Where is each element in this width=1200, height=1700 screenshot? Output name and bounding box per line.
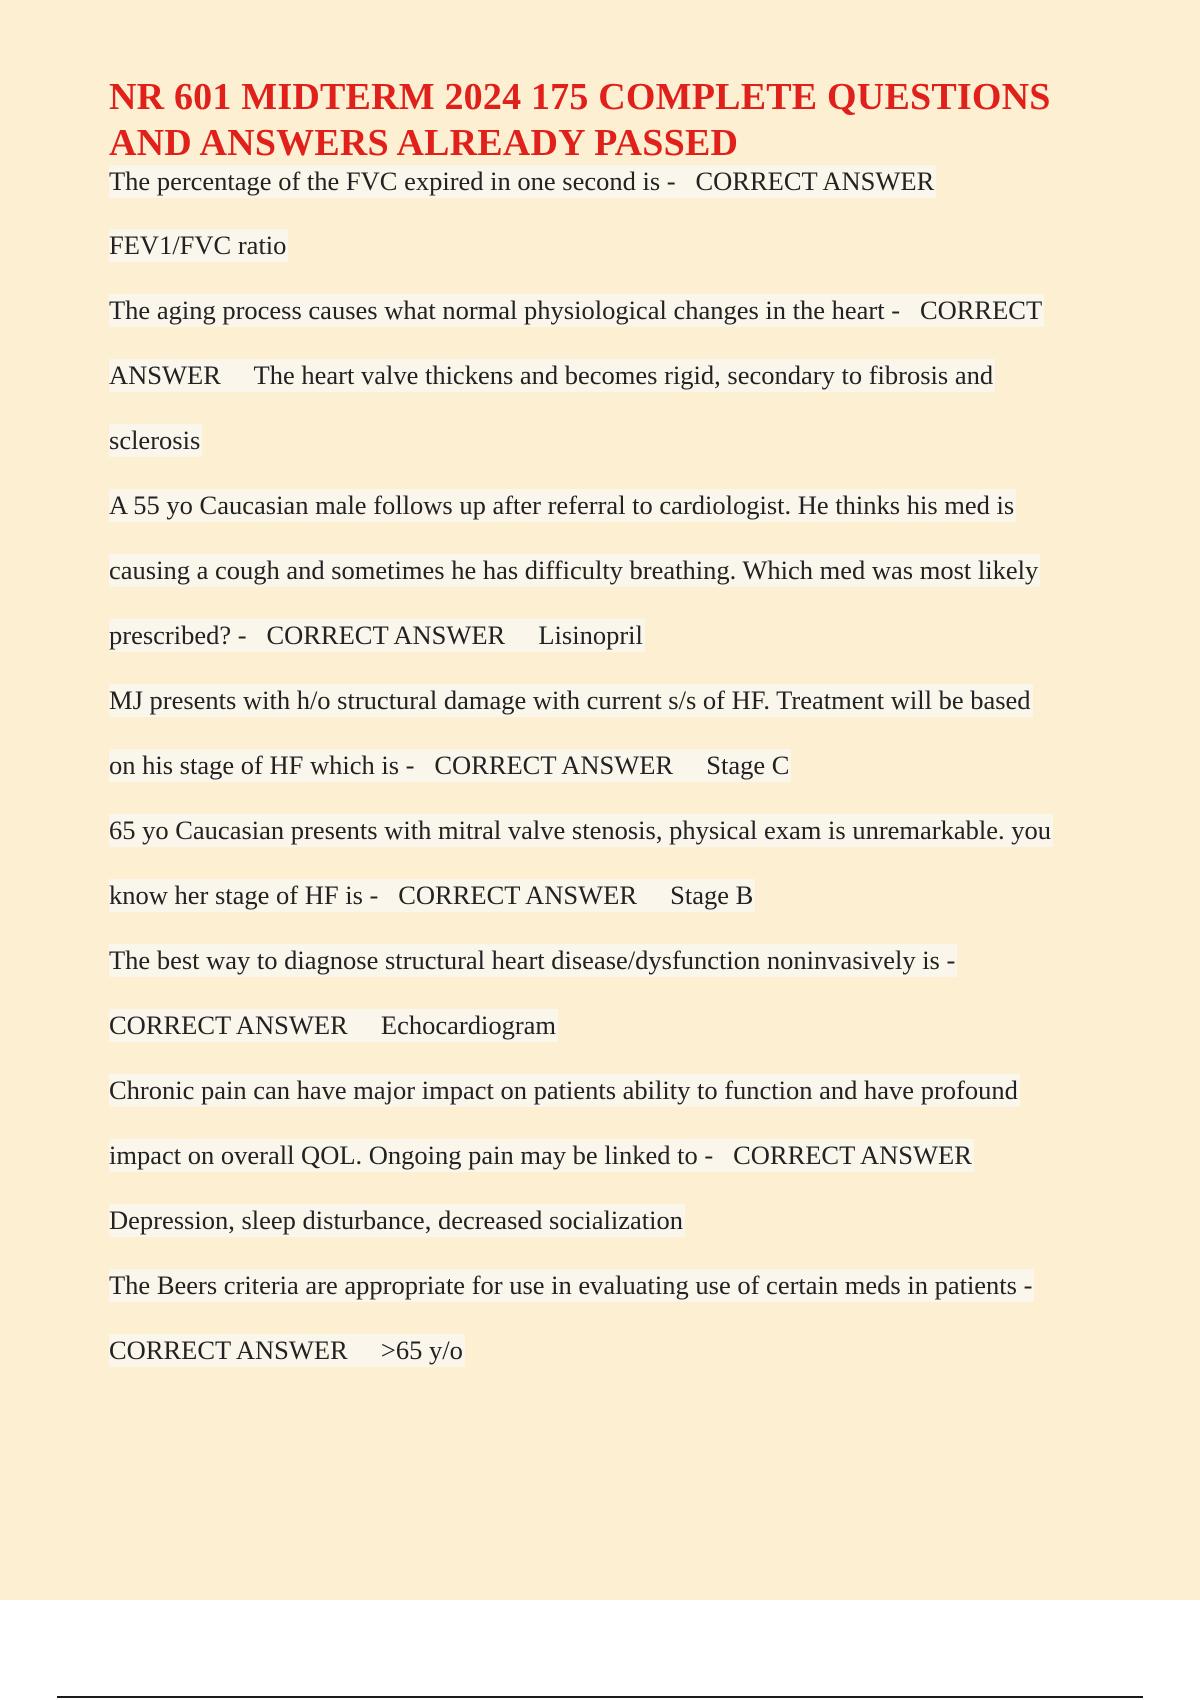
text-line-content: prescribed? - CORRECT ANSWER Lisinopril — [109, 620, 643, 650]
text-line — [109, 1010, 1119, 1075]
text-line-content: ANSWER The heart valve thickens and becomes rigid, secondary to fibrosis and — [109, 360, 994, 390]
document-title: NR 601 MIDTERM 2024 175 COMPLETE QUESTIONS AND ANSWERS ALREADY PASSED — [109, 76, 1051, 164]
text-line — [109, 295, 1119, 360]
text-line-content: FEV1/FVC ratio — [109, 230, 287, 260]
text-line-content: MJ presents with h/o structural damage with current s/s of HF. Treatment will be based — [109, 685, 1031, 715]
text-line — [109, 945, 1119, 1010]
text-line-content: The percentage of the FVC expired in one second is - CORRECT ANSWER — [109, 166, 935, 196]
text-line-content: impact on overall QOL. Ongoing pain may be linked to - CORRECT ANSWER — [109, 1140, 972, 1170]
text-line — [109, 880, 1119, 945]
text-line — [109, 230, 1119, 295]
text-line — [109, 166, 1119, 230]
text-line-content: A 55 yo Caucasian male follows up after referral to cardiologist. He thinks his med is — [109, 490, 1015, 520]
text-line — [109, 620, 1119, 685]
text-line — [109, 555, 1119, 620]
text-line — [109, 1270, 1119, 1335]
text-line-content: The aging process causes what normal physiological changes in the heart - CORRECT — [109, 295, 1043, 325]
text-line-content: Depression, sleep disturbance, decreased socialization — [109, 1205, 683, 1235]
footer-divider — [57, 1696, 1143, 1698]
text-line-content: The best way to diagnose structural heart disease/dysfunction noninvasively is - — [109, 945, 956, 975]
text-line-content: know her stage of HF is - CORRECT ANSWER Stage B — [109, 880, 754, 910]
text-line — [109, 1205, 1119, 1270]
text-line-content: on his stage of HF which is - CORRECT ANSWER Stage C — [109, 750, 790, 780]
text-line — [109, 425, 1119, 490]
text-line-content: sclerosis — [109, 425, 201, 455]
text-line-content: CORRECT ANSWER Echocardiogram — [109, 1010, 557, 1040]
text-line-content: The Beers criteria are appropriate for use in evaluating use of certain meds in patients - — [109, 1270, 1033, 1300]
text-line — [109, 1075, 1119, 1140]
document-content — [109, 74, 1119, 1400]
text-line — [109, 490, 1119, 555]
text-line — [109, 1335, 1119, 1400]
qa-list — [109, 166, 1119, 1400]
text-line-content: CORRECT ANSWER >65 y/o — [109, 1335, 463, 1365]
text-line — [109, 815, 1119, 880]
text-line — [109, 750, 1119, 815]
text-line-content: 65 yo Caucasian presents with mitral valve stenosis, physical exam is unremarkable. you — [109, 815, 1051, 845]
text-line — [109, 360, 1119, 425]
text-line — [109, 685, 1119, 750]
text-line-content: causing a cough and sometimes he has difficulty breathing. Which med was most likely — [109, 555, 1039, 585]
text-line — [109, 1140, 1119, 1205]
text-line-content: Chronic pain can have major impact on patients ability to function and have profound — [109, 1075, 1018, 1105]
